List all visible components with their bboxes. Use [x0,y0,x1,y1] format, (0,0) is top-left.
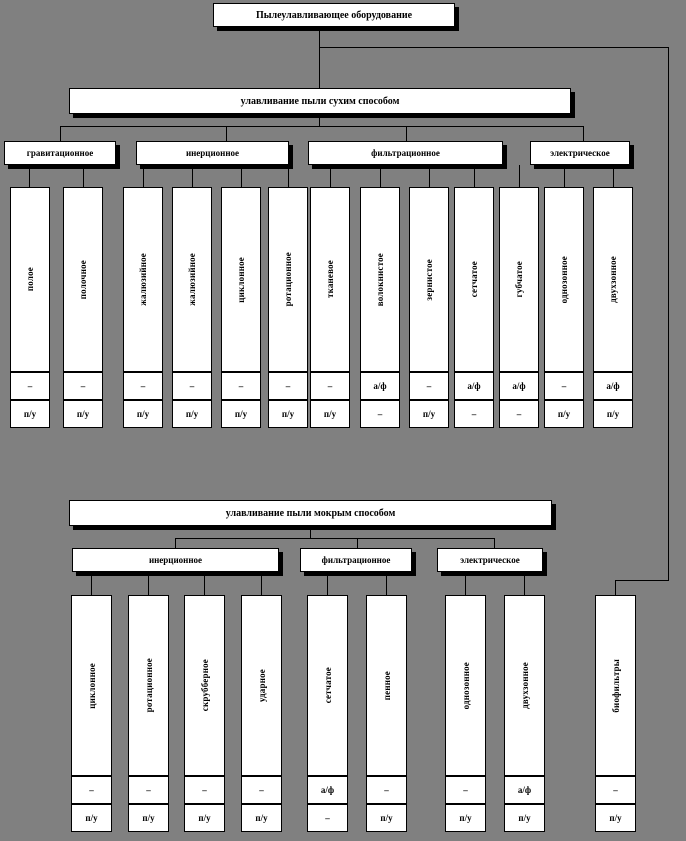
wet-cell-2-row2: п/у [184,804,225,832]
wet-cell-5-row2: п/у [366,804,407,832]
wet-cell-3-row1: – [241,776,282,804]
dry-cell-8-row2: п/у [409,400,449,428]
wet-column-1 [128,595,169,776]
wet-column-8 [595,595,636,776]
dry-cell-8-row1: – [409,372,449,400]
dry-bus-vertical [319,114,320,126]
dry-group-electric: электрическое [530,141,630,165]
wet-column-label-1: ротационное [143,658,154,713]
wet-group-inertial: инерционное [72,548,279,572]
dry-column-9 [454,187,494,372]
wet-stub-7 [524,572,525,595]
dry-stub-10 [519,165,520,187]
wet-cell-5-row1: – [366,776,407,804]
dry-cell-11-row2: п/у [544,400,584,428]
wet-cell-3-row2: п/у [241,804,282,832]
wet-column-label-3: ударное [256,668,267,703]
wet-bus-vertical [310,526,311,538]
dry-cell-11-row1: – [544,372,584,400]
connector-dry-down [319,47,320,88]
dry-column-label-8: зернистое [424,258,434,301]
connector-title-horizontal [319,47,669,48]
wet-column-3 [241,595,282,776]
dry-cell-4-row2: п/у [221,400,261,428]
dry-column-5 [268,187,308,372]
wet-column-label-2: скрубберное [199,659,210,712]
dry-column-0 [10,187,50,372]
dry-stub-7 [380,165,381,187]
wet-cell-2-row1: – [184,776,225,804]
wet-column-5 [366,595,407,776]
dry-column-label-12: двухзонное [608,256,618,303]
dry-cell-10-row1: а/ф [499,372,539,400]
dry-cell-5-row1: – [268,372,308,400]
diagram-title: Пылеулавливающее оборудование [213,3,455,27]
dry-column-label-3: жалюзийное [187,253,197,306]
dry-cell-1-row1: – [63,372,103,400]
dry-stub-9 [474,165,475,187]
dry-cell-7-row2: – [360,400,400,428]
dry-cell-4-row1: – [221,372,261,400]
dry-cell-6-row1: – [310,372,350,400]
wet-stub-2 [204,572,205,595]
wet-cell-7-row1: а/ф [504,776,545,804]
dry-bus-drop-4 [583,126,584,141]
dry-cell-9-row2: – [454,400,494,428]
wet-column-label-4: сетчатое [322,667,333,704]
dry-stub-4 [241,165,242,187]
wet-column-4 [307,595,348,776]
dry-group-inertial: инерционное [136,141,289,165]
dry-cell-3-row1: – [172,372,212,400]
dry-stub-3 [192,165,193,187]
dry-column-label-7: волокнистое [375,252,385,307]
dry-bus-drop-2 [226,126,227,141]
dry-column-label-4: циклонное [236,256,246,303]
wet-bus-horizontal [175,538,495,539]
dry-cell-6-row2: п/у [310,400,350,428]
wet-stub-3 [261,572,262,595]
wet-column-label-8: биофильтры [610,658,621,713]
wet-column-label-7: двухзонное [519,662,530,709]
dry-cell-3-row2: п/у [172,400,212,428]
dry-cell-5-row2: п/у [268,400,308,428]
wet-cell-1-row2: п/у [128,804,169,832]
dry-cell-9-row1: а/ф [454,372,494,400]
wet-group-electric: электрическое [437,548,543,572]
wet-cell-7-row2: п/у [504,804,545,832]
dry-column-label-10: губчатое [514,261,524,298]
wet-column-6 [445,595,486,776]
wet-column-7 [504,595,545,776]
dry-cell-0-row1: – [10,372,50,400]
dry-column-6 [310,187,350,372]
wet-method-box: улавливание пыли мокрым способом [69,500,552,526]
dry-column-11 [544,187,584,372]
dry-column-2 [123,187,163,372]
dry-column-label-0: полое [25,267,35,292]
dry-cell-0-row2: п/у [10,400,50,428]
dry-stub-2 [143,165,144,187]
dry-column-4 [221,187,261,372]
dry-column-3 [172,187,212,372]
dry-cell-12-row2: п/у [593,400,633,428]
wet-column-label-6: однозонное [460,661,471,710]
dry-cell-2-row2: п/у [123,400,163,428]
wet-bus-drop-3 [494,538,495,548]
wet-cell-8-row2: п/у [595,804,636,832]
wet-stub-6 [465,572,466,595]
wet-stub-1 [148,572,149,595]
dry-bus-horizontal [60,126,583,127]
dry-cell-10-row2: – [499,400,539,428]
dry-column-label-9: сетчатое [469,261,479,298]
wet-stub-0 [91,572,92,595]
dry-method-box: улавливание пыли сухим способом [69,88,571,114]
dry-column-8 [409,187,449,372]
connector-right-trunk [668,47,669,580]
dry-column-7 [360,187,400,372]
dry-column-label-5: ротационное [283,252,293,307]
wet-stub-4 [327,572,328,595]
wet-cell-4-row1: а/ф [307,776,348,804]
wet-cell-6-row2: п/у [445,804,486,832]
wet-cell-0-row2: п/у [71,804,112,832]
dry-column-12 [593,187,633,372]
dry-column-label-1: полочное [78,259,88,300]
wet-column-label-5: пенное [381,670,392,701]
dry-stub-5 [288,165,289,187]
wet-group-filtration: фильтрационное [300,548,412,572]
dry-column-label-2: жалюзийное [138,253,148,306]
wet-column-0 [71,595,112,776]
wet-bus-drop-1 [175,538,176,548]
dry-bus-drop-3 [406,126,407,141]
wet-cell-4-row2: – [307,804,348,832]
dry-cell-1-row2: п/у [63,400,103,428]
dry-group-gravitational: гравитационное [4,141,116,165]
dry-cell-7-row1: а/ф [360,372,400,400]
dry-group-filtration: фильтрационное [308,141,503,165]
wet-stub-5 [386,572,387,595]
dry-bus-drop-1 [60,126,61,141]
dry-column-label-6: тканевое [325,260,335,299]
wet-cell-6-row1: – [445,776,486,804]
connector-bio-down [615,580,616,595]
dry-column-10 [499,187,539,372]
wet-cell-1-row1: – [128,776,169,804]
dry-stub-0 [29,165,30,187]
wet-cell-8-row1: – [595,776,636,804]
dry-stub-8 [429,165,430,187]
dry-stub-1 [83,165,84,187]
wet-column-2 [184,595,225,776]
connector-right-trunk-bottom [615,580,669,581]
connector-title-vertical [319,27,320,47]
dry-stub-12 [613,165,614,187]
wet-bus-drop-2 [357,538,358,548]
dry-stub-6 [330,165,331,187]
dry-cell-12-row1: а/ф [593,372,633,400]
dry-column-label-11: однозонное [559,255,569,304]
wet-column-label-0: циклонное [86,662,97,709]
dry-stub-11 [564,165,565,187]
dry-cell-2-row1: – [123,372,163,400]
dry-column-1 [63,187,103,372]
wet-cell-0-row1: – [71,776,112,804]
